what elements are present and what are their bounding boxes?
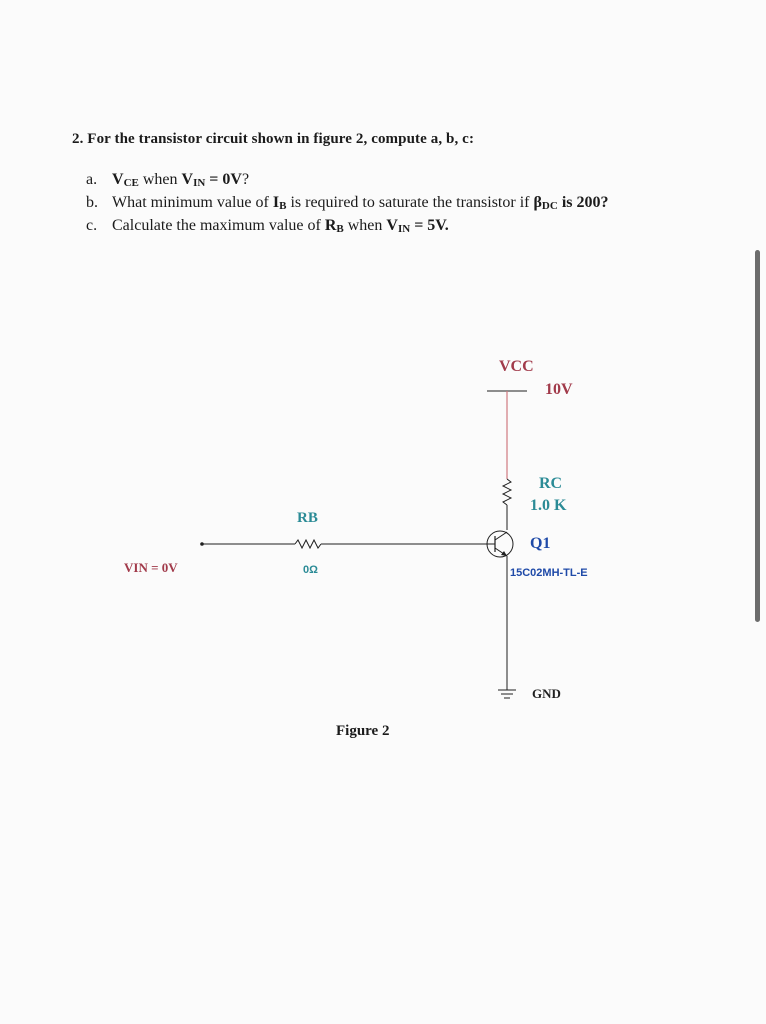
gnd-label: GND — [532, 686, 561, 701]
part-letter: b. — [86, 194, 98, 211]
rc-label: RC — [539, 475, 563, 492]
figure-caption: Figure 2 — [336, 723, 390, 739]
vce-symbol: $V_{CE}$ — [112, 171, 139, 189]
vcc-label: VCC — [499, 358, 534, 375]
vin-symbol: $V_{IN} = 0V$ — [181, 171, 242, 189]
part-b: b. What minimum value of $I_B$ is required to saturate the transistor if $\beta_{DC}$ is 200? — [86, 194, 609, 212]
ib-symbol: $I_B$ — [272, 194, 287, 212]
vin-symbol: $V_{IN} = 5V$. — [386, 217, 449, 235]
vin-label: VIN = 0V — [124, 560, 178, 575]
rb-label: RB — [297, 510, 318, 526]
rb-symbol: $R_B$ — [324, 217, 344, 235]
part-letter: a. — [86, 171, 98, 188]
part-c: c. Calculate the maximum value of $R_B$ when $V_{IN} = 5V$. — [86, 217, 449, 235]
scrollbar[interactable] — [755, 250, 760, 622]
rc-resistor — [503, 479, 511, 505]
transistor-collector-lead — [495, 532, 507, 540]
rb-value: 0Ω — [303, 564, 318, 576]
q1-label: Q1 — [530, 535, 551, 552]
vcc-value: 10V — [545, 381, 573, 398]
part-a: a. $V_{CE}$ when $V_{IN} = 0V$? — [86, 171, 250, 189]
part-letter: c. — [86, 217, 98, 234]
rc-value: 1.0 K — [530, 497, 567, 514]
beta-symbol: $\beta_{DC}$ is 200? — [533, 194, 609, 212]
q1-part-number: 15C02MH-TL-E — [510, 567, 588, 579]
emitter-arrow — [501, 551, 507, 556]
question-title: 2. For the transistor circuit shown in figure 2, compute a, b, c: — [72, 131, 475, 147]
rb-resistor — [295, 540, 321, 548]
